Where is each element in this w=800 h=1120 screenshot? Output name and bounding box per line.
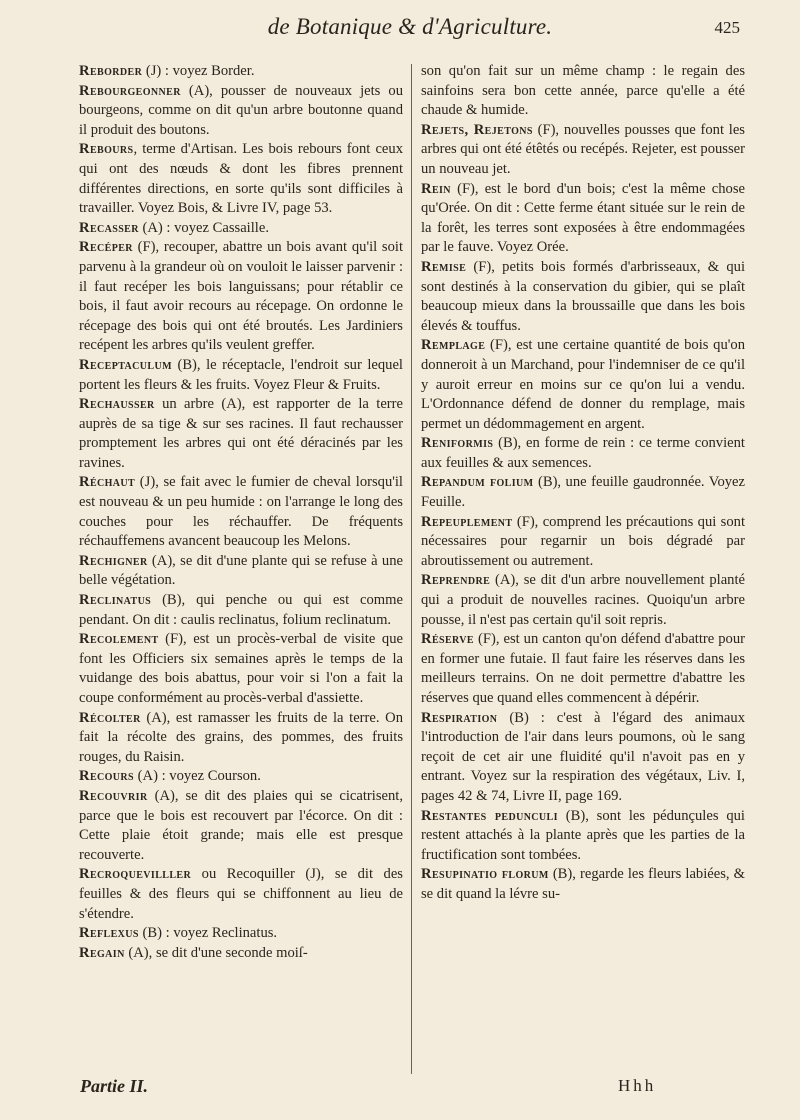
entry-headword: Recéper — [79, 239, 133, 256]
dictionary-entry — [79, 630, 403, 708]
right-column — [421, 62, 745, 905]
entry-headword: Rebourgeonner — [79, 82, 181, 99]
entry-text: (F), est le bord d'un bois; c'est la même chose qu'Orée. On dit : Cette ferme étant située sur le rein de la forêt, les terres sont exposées à être endommagées par le fauve. Voyez Orée. — [421, 180, 745, 256]
entry-headword: Remplage — [421, 337, 486, 354]
entry-text: (B) : voyez Reclinatus. — [138, 925, 278, 942]
entry-text: (F), est une certaine quantité de bois qu'on donneroit à un Marchand, pour l'indemniser de ce qu'il y auroit erreur en moins sur ce qu'on lui a vendu. L'Ordonnance défend de donner du remplage, mais permet un dédommagement en argent. — [421, 337, 745, 432]
dictionary-entry — [421, 434, 745, 473]
dictionary-entry — [421, 121, 745, 180]
dictionary-entry — [79, 356, 403, 395]
entry-headword: Rebours — [79, 141, 134, 158]
entry-headword: Reflexus — [79, 925, 139, 942]
entry-headword: Rechigner — [79, 552, 148, 569]
entry-headword: Rechausser — [79, 396, 155, 413]
dictionary-entry — [421, 336, 745, 434]
entry-text: (A), se dit d'un arbre nouvellement planté qui a produit de nouvelles racines. Quoiqu'un arbre pousse, il n'est pas certain qu'il soit repris. — [421, 572, 745, 628]
entry-text: son qu'on fait sur un même champ : le regain des sainfoins sera bon cette année, parce qu'elle a été chaude & humide. — [421, 63, 745, 119]
dictionary-entry — [79, 82, 403, 141]
dictionary-entry — [79, 591, 403, 630]
entry-headword: Reniformis — [421, 435, 494, 452]
header-title: de Botanique & d'Agriculture. — [267, 14, 553, 39]
entry-text: (F), est un procès-verbal de visite que font les Officiers six semaines après le temps de la vuidange des bois abattus, pour voir si l'on a fait la coupe conformément au procès-verbal d'assiette. — [79, 631, 403, 706]
dictionary-entry — [421, 807, 745, 866]
dictionary-entry — [421, 630, 745, 708]
entry-text: (B), le réceptacle, l'endroit sur lequel portent les fleurs & les fruits. Voyez Fleur & Fruits. — [79, 356, 403, 393]
entry-headword: Recasser — [79, 219, 139, 236]
entry-text: (B), qui penche ou qui est comme pendant. On dit : caulis reclinatus, folium reclinatum. — [79, 592, 403, 628]
entry-text: (F), recouper, abattre un bois avant qu'il soit parvenu à la grandeur où on vouloit le laisser parvenir : il faut recéper les bois languissans; pour rétablir ce bois, il faut avoir recours au récepage. On ordonne le récepage des bois qui ont été broutés. Les Jardiniers recépent les arbres qu'ils veulent greffer. — [79, 239, 403, 354]
dictionary-entry — [79, 709, 403, 768]
entry-text: (A) : voyez Courson. — [134, 768, 261, 785]
entry-headword: Reclinatus — [79, 592, 152, 609]
page-number: 425 — [714, 18, 740, 37]
dictionary-entry — [421, 709, 745, 807]
entry-text: (B), sont les pédunçules qui restent attachés à la plante après que les parties de la fructification sont tombées. — [421, 807, 745, 863]
entry-headword: Remise — [421, 258, 467, 275]
entry-text: (B) : c'est à l'égard des animaux l'introduction de l'air dans leurs poumons, où le sang reçoit de cet air une fluidité qu'il n'avoit pas en y entrant. Voyez sur la respiration des végétaux, Liv. I, pages 42 & 74, Livre II, page 169. — [421, 709, 745, 804]
entry-text: (B), une feuille gaudronnée. Voyez Feuille. — [421, 474, 745, 511]
entry-headword: Reprendre — [421, 572, 491, 589]
dictionary-entry — [79, 944, 403, 964]
dictionary-entry — [79, 787, 403, 865]
entry-headword: Repeuplement — [421, 513, 513, 530]
entry-headword: Recouvrir — [79, 787, 148, 804]
column-divider — [411, 64, 412, 1074]
entry-text: (B), en forme de rein : ce terme convient aux feuilles & aux semences. — [421, 435, 745, 471]
dictionary-entry — [79, 140, 403, 218]
entry-text: (B), regarde les fleurs labiées, & se dit quand la lévre su- — [421, 866, 745, 902]
dictionary-entry — [421, 571, 745, 630]
entry-headword: Regain — [79, 944, 125, 961]
left-column — [79, 62, 403, 963]
entry-text: (A), se dit des plaies qui se cicatrisent, parce que le bois est recouvert par l'écorce. On dit : Cette plaie étoit grande; mais elle est presque recouverte. — [79, 787, 403, 863]
entry-text: (A) : voyez Cassaille. — [138, 219, 269, 236]
entry-headword: Réserve — [421, 631, 475, 648]
entry-text: (A), se dit d'une seconde moiſ- — [124, 944, 308, 961]
entry-text: (F), petits bois formés d'arbrisseaux, & qui sont destinés à la conservation du gibier, qui se plaît beaucoup mieux dans la broussaille que dans les bois élevés & touffus. — [421, 258, 745, 334]
entry-text: (F), comprend les précautions qui sont nécessaires pour regarnir un bois dégradé par abroutissement ou autrement. — [421, 513, 745, 569]
entry-text: (F), nouvelles pousses que font les arbres qui ont été étêtés ou recépés. Rejeter, est pousser un nouveau jet. — [421, 121, 745, 177]
dictionary-entry — [421, 180, 745, 258]
entry-text: ou Recoquiller (J), se dit des feuilles & des fleurs qui se chiffonnent au lieu de s'étendre. — [79, 866, 403, 922]
dictionary-entry — [79, 395, 403, 473]
running-header — [80, 10, 740, 52]
dictionary-entry — [79, 62, 403, 82]
entry-headword: Recolement — [79, 631, 159, 648]
dictionary-entry — [79, 767, 403, 787]
entry-headword: Récolter — [79, 709, 141, 726]
dictionary-entry — [79, 238, 403, 356]
signature-mark: Hhh — [618, 1076, 657, 1095]
entry-headword: Recours — [79, 768, 135, 785]
entry-text: (A), se dit d'une plante qui se refuse à une belle végétation. — [79, 552, 403, 589]
dictionary-entry — [421, 865, 745, 904]
part-label: Partie II. — [80, 1076, 149, 1096]
entry-headword: Rein — [421, 180, 451, 197]
entry-headword: Receptaculum — [79, 356, 172, 373]
entry-text: (F), est un canton qu'on défend d'abattre pour en former une futaie. Il faut faire les réserves dans les meilleurs terrains. On ne doit permettre d'abattre les réserves que quand elles commencent à dépérir. — [421, 631, 745, 706]
dictionary-entry — [79, 552, 403, 591]
entry-text: , terme d'Artisan. Les bois rebours font ceux qui ont des nœuds & dont les fibres prennent différentes directions, en sorte qu'ils sont difficiles à travailler. Voyez Bois, & Livre IV, page 53. — [79, 141, 403, 217]
dictionary-entry — [421, 513, 745, 572]
dictionary-entry — [421, 473, 745, 512]
entry-text: un arbre (A), est rapporter de la terre auprès de sa tige & sur ses racines. Il faut rechausser promptement les arbres qui ont été déracinés par les ravines. — [79, 396, 403, 471]
entry-headword: Recroquevilller — [79, 866, 192, 883]
entry-headword: Repandum folium — [421, 474, 534, 491]
dictionary-entry — [79, 865, 403, 924]
entry-headword: Rejets, Rejetons — [421, 121, 533, 138]
dictionary-entry — [421, 258, 745, 336]
entry-headword: Resupinatio florum — [421, 866, 549, 883]
entry-headword: Réchaut — [79, 474, 136, 491]
dictionary-entry — [421, 62, 745, 121]
dictionary-entry — [79, 219, 403, 239]
entry-text: (J) : voyez Border. — [142, 63, 255, 79]
entry-headword: Reborder — [79, 63, 143, 79]
entry-headword: Restantes pedunculi — [421, 807, 558, 824]
entry-text: (J), se fait avec le fumier de cheval lorsqu'il est nouveau & un peu humide : on l'arrange le long des couches pour les réchauffer. De fréquents réchauffemens avancent beaucoup les Melons. — [79, 474, 403, 550]
entry-text: (A), est ramasser les fruits de la terre. On fait la récolte des grains, des pommes, des fruits rouges, du Raisin. — [79, 709, 403, 765]
entry-headword: Respiration — [421, 709, 498, 726]
dictionary-entry — [79, 473, 403, 551]
dictionary-entry — [79, 924, 403, 944]
entry-text: (A), pousser de nouveaux jets ou bourgeons, comme on dit qu'un arbre boutonne quand il produit des boutons. — [79, 82, 403, 138]
